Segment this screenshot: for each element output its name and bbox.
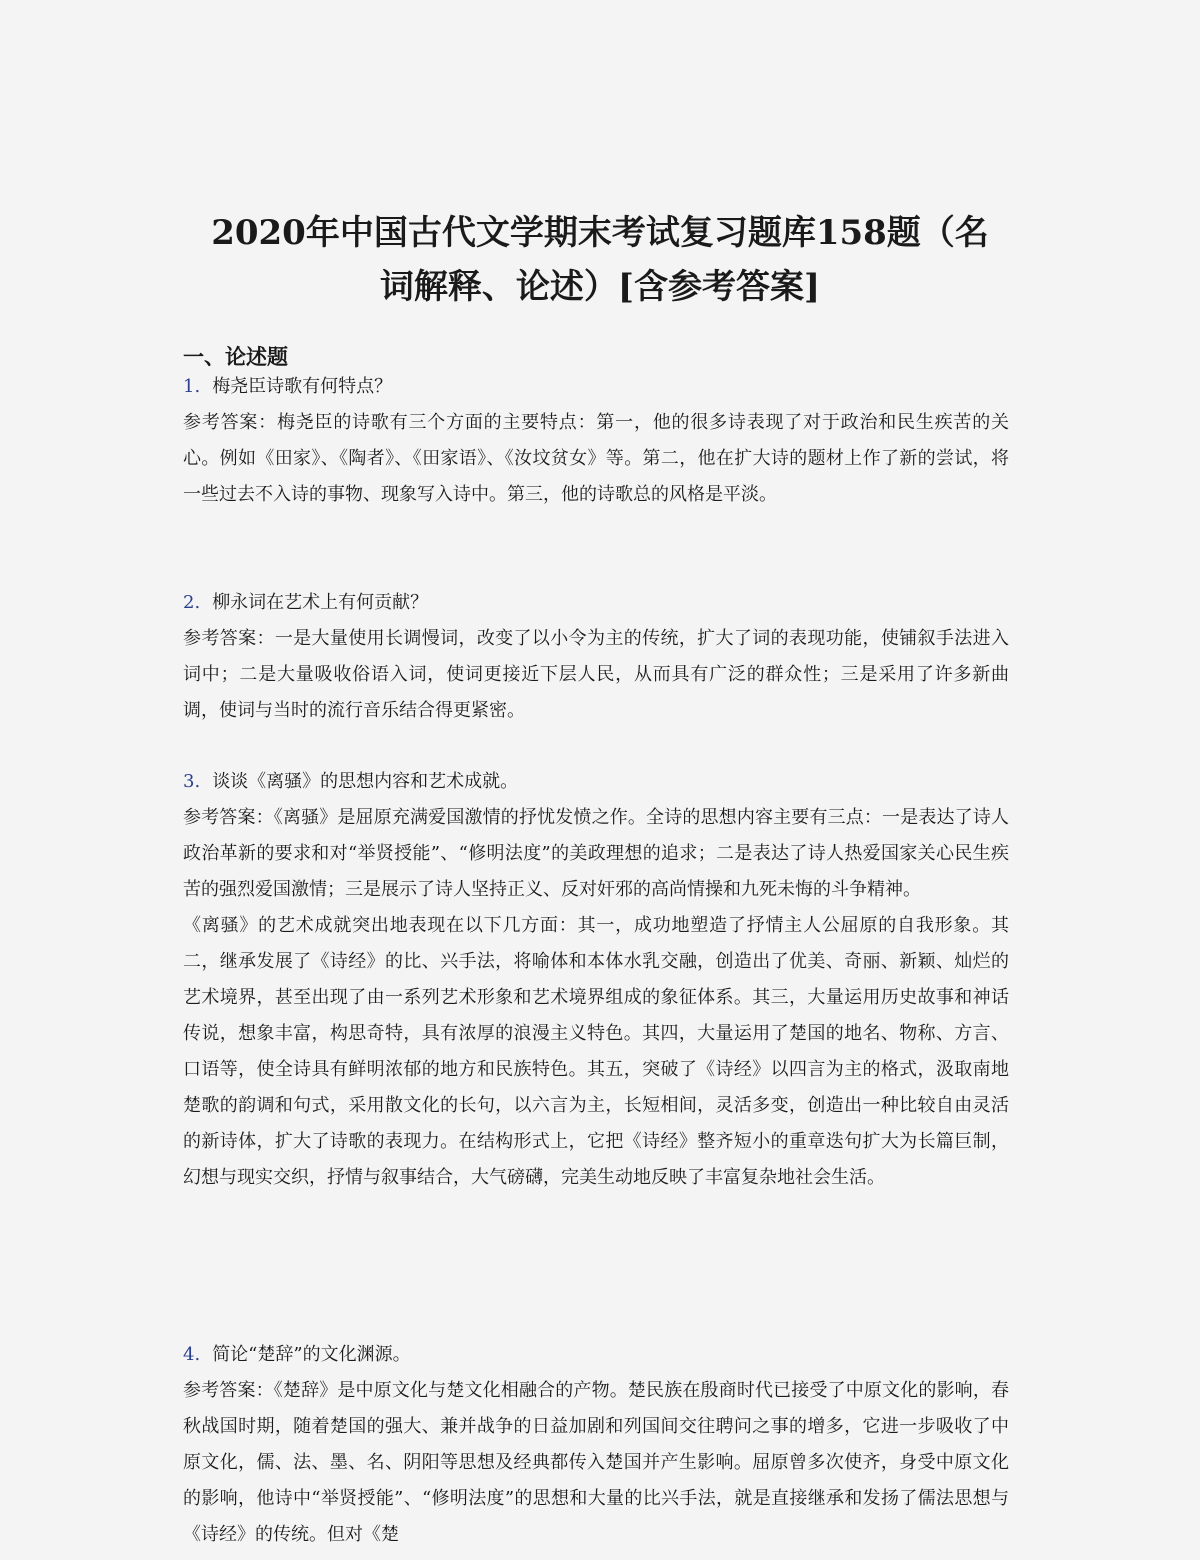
answer-paragraph: 参考答案：《离骚》是屈原充满爱国激情的抒忧发愤之作。全诗的思想内容主要有三点：一是表达了诗人政治革新的要求和对“举贤授能”、“修明法度”的美政理想的追求；二是表达了诗人热爱国家关心民生疾苦的强烈爱国激情；三是展示了诗人坚持正义、反对奸邪的高尚情操和九死未悔的斗争精神。 bbox=[183, 807, 1009, 900]
question-number: 1. bbox=[183, 376, 201, 397]
answer-paragraph: 参考答案：《楚辞》是中原文化与楚文化相融合的产物。楚民族在殷商时代已接受了中原文化的影响，春秋战国时期，随着楚国的强大、兼并战争的日益加剧和列国间交往聘问之事的增多，它进一步吸收了中原文化，儒、法、墨、名、阴阳等思想及经典都传入楚国并产生影响。屈原曾多次使齐，身受中原文化的影响，他诗中“举贤授能”、“修明法度”的思想和大量的比兴手法，就是直接继承和发扬了儒法思想与《诗经》的传统。但对《楚 bbox=[183, 1380, 1009, 1545]
question-number: 3. bbox=[183, 771, 201, 792]
question-block-2 bbox=[183, 585, 1009, 729]
question-text: 梅尧臣诗歌有何特点？ bbox=[212, 376, 393, 397]
section-heading: 一、论述题 bbox=[183, 344, 288, 369]
answer-paragraph: 参考答案：梅尧臣的诗歌有三个方面的主要特点：第一，他的很多诗表现了对于政治和民生疾苦的关心。例如《田家》、《陶者》、《田家语》、《汝坟贫女》等。第二，他在扩大诗的题材上作了新的尝试，将一些过去不入诗的事物、现象写入诗中。第三，他的诗歌总的风格是平淡。 bbox=[183, 412, 1009, 505]
question-block-1 bbox=[183, 369, 1009, 513]
document-title bbox=[160, 206, 1040, 314]
question-block-3 bbox=[183, 764, 1009, 1196]
question-block-4 bbox=[183, 1337, 1009, 1553]
question-text: 谈谈《离骚》的思想内容和艺术成就。 bbox=[212, 771, 519, 792]
title-line-2: 词解释、论述）[含参考答案] bbox=[379, 267, 821, 307]
question-line bbox=[183, 764, 1009, 800]
question-line bbox=[183, 369, 1009, 405]
question-text: 柳永词在艺术上有何贡献？ bbox=[212, 592, 429, 613]
question-text: 简论“楚辞”的文化渊源。 bbox=[212, 1344, 411, 1365]
question-number: 2. bbox=[183, 592, 201, 613]
question-line bbox=[183, 585, 1009, 621]
question-line bbox=[183, 1337, 1009, 1373]
title-line-1: 2020年中国古代文学期末考试复习题库158题（名 bbox=[211, 213, 989, 253]
answer-paragraph: 参考答案：一是大量使用长调慢词，改变了以小令为主的传统，扩大了词的表现功能，使铺叙手法进入词中；二是大量吸收俗语入词，使词更接近下层人民，从而具有广泛的群众性；三是采用了许多新曲调，使词与当时的流行音乐结合得更紧密。 bbox=[183, 628, 1009, 721]
question-number: 4. bbox=[183, 1344, 201, 1365]
answer-paragraph: 《离骚》的艺术成就突出地表现在以下几方面：其一，成功地塑造了抒情主人公屈原的自我形象。其二，继承发展了《诗经》的比、兴手法，将喻体和本体水乳交融，创造出了优美、奇丽、新颖、灿烂的艺术境界，甚至出现了由一系列艺术形象和艺术境界组成的象征体系。其三，大量运用历史故事和神话传说，想象丰富，构思奇特，具有浓厚的浪漫主义特色。其四，大量运用了楚国的地名、物称、方言、口语等，使全诗具有鲜明浓郁的地方和民族特色。其五，突破了《诗经》以四言为主的格式，汲取南地楚歌的韵调和句式，采用散文化的长句，以六言为主，长短相间，灵活多变，创造出一种比较自由灵活的新诗体，扩大了诗歌的表现力。在结构形式上，它把《诗经》整齐短小的重章迭句扩大为长篇巨制，幻想与现实交织，抒情与叙事结合，大气磅礴，完美生动地反映了丰富复杂地社会生活。 bbox=[183, 915, 1009, 1188]
